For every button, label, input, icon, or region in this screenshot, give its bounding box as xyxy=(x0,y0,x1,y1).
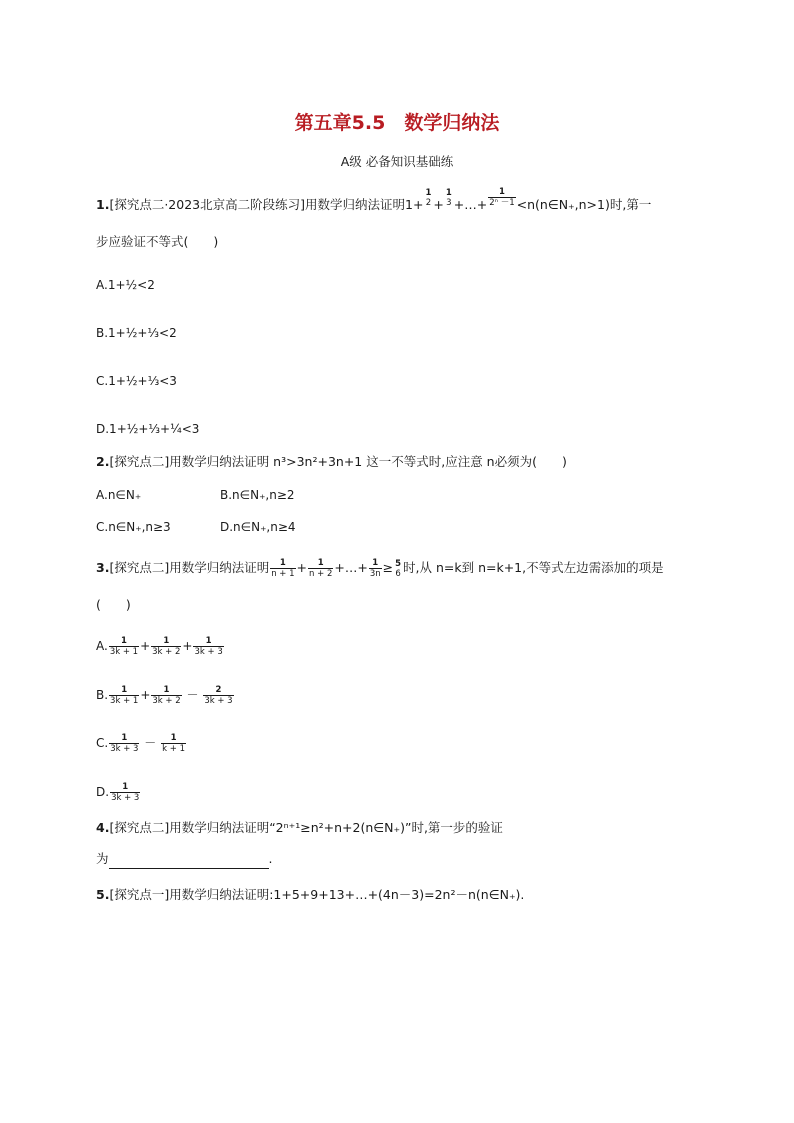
q2-option-d: D.n∈N₊,n≥4 xyxy=(220,520,296,534)
q1-stem: 1.[探究点二·2023北京高二阶段练习]用数学归纳法证明1+ 1 2 + 1 3 +…+ $\frac{1}{\text{2ⁿ －1}}$ <n(n∈N₊,n>1)时,第一 xyxy=(96,187,652,212)
q4-number: 4. xyxy=(96,820,110,835)
page-title: 第五章5.5 数学归纳法 xyxy=(294,112,500,134)
q1-option-a: A.1+½<2 xyxy=(96,278,155,292)
q3-frac-2: $\frac{1}{n + 2}$ xyxy=(309,558,333,579)
q1-frac-half: 1 2 xyxy=(425,187,432,208)
q3-option-a: A. $\frac{1}{3k + 1}$ + $\frac{1}{3k + 2}$ + $\frac{1}{3k + 3}$ xyxy=(96,636,223,657)
q3-stem: 3.[探究点二]用数学归纳法证明 $\frac{1}{n + 1}$ + $\frac{1}{n + 2}$ +…+ $\frac{1}{3n}$ ≥ 5 6 时,从 n=k到 n=k+1,不等式左边需添加的项是 xyxy=(96,558,664,579)
q1-stem-line2: 步应验证不等式( ) xyxy=(96,234,219,249)
q2-option-c: C.n∈N₊,n≥3 xyxy=(96,520,171,534)
q3-tail: 时,从 n=k到 n=k+1,不等式左边需添加的项是 xyxy=(403,560,664,575)
q4-text: [探究点二]用数学归纳法证明“2ⁿ⁺¹≥n²+n+2(n∈N₊)”时,第一步的验证 xyxy=(109,820,503,835)
q2-number: 2. xyxy=(96,454,110,469)
q3-frac-5-6: 5 6 xyxy=(395,558,402,579)
q1-option-b: B.1+½+⅓<2 xyxy=(96,326,177,340)
q3-number: 3. xyxy=(96,560,110,575)
q3-option-d: D. $\frac{1}{3k + 3}$ xyxy=(96,782,140,803)
q3-option-b: B. $\frac{1}{3k + 1}$ + $\frac{1}{3k + 2}$ － $\frac{2}{3k + 3}$ xyxy=(96,685,233,706)
q1-option-d: D.1+½+⅓+¼<3 xyxy=(96,422,200,436)
q2-option-b: B.n∈N₊,n≥2 xyxy=(220,488,295,502)
q4-answer-blank[interactable] xyxy=(109,854,269,869)
q3-frac-1: $\frac{1}{n + 1}$ xyxy=(271,558,295,579)
q2-text: [探究点二]用数学归纳法证明 n³>3n²+3n+1 这一不等式时,应注意 n必须为( ) xyxy=(109,454,567,469)
q4-stem xyxy=(96,818,503,838)
q5-stem xyxy=(96,885,524,905)
q1-tag: [探究点二·2023北京高二阶段练习]用数学归纳法证明 xyxy=(109,197,405,212)
q1-number: 1. xyxy=(96,197,110,212)
q4-answer-line: 为 . xyxy=(96,849,273,869)
q1-option-c: C.1+½+⅓<3 xyxy=(96,374,177,388)
q1-expr-start: 1+ xyxy=(405,197,424,212)
q1-frac-third: 1 3 xyxy=(445,187,452,208)
q1-condition: <n(n∈N₊,n>1)时,第一 xyxy=(516,197,652,212)
q1-frac-general: $\frac{1}{\text{2ⁿ －1}}$ xyxy=(489,187,515,208)
q2-option-a: A.n∈N₊ xyxy=(96,488,142,502)
q2-stem xyxy=(96,452,567,472)
q3-frac-3: $\frac{1}{3n}$ xyxy=(369,558,381,579)
q5-number: 5. xyxy=(96,887,110,902)
q3-tag: [探究点二]用数学归纳法证明 xyxy=(109,560,270,575)
section-subtitle: A级 必备知识基础练 xyxy=(340,154,454,169)
q3-option-c: C. $\frac{1}{3k + 3}$ － $\frac{1}{k + 1}$ xyxy=(96,733,185,754)
q3-stem-line2: ( ) xyxy=(96,597,131,612)
q5-text: [探究点一]用数学归纳法证明:1+5+9+13+…+(4n－3)=2n²－n(n∈N₊). xyxy=(109,887,525,902)
